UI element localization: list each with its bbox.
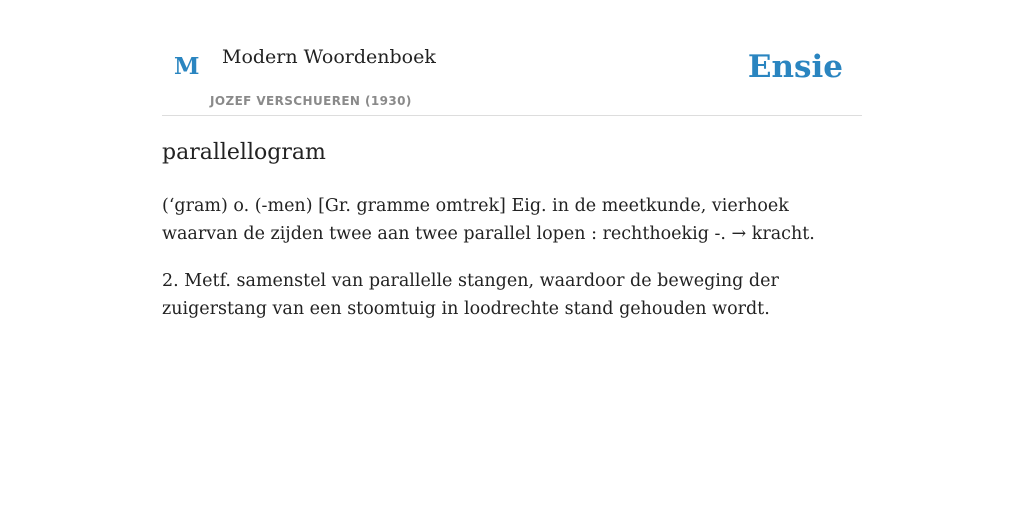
book-author: JOZEF VERSCHUEREN (1930) (210, 94, 412, 108)
definition-text: (‘gram) o. (-men) [Gr. gramme omtrek] Eig. in de meetkunde, vierhoek waarvan de zijden twee aan twee parallel lopen : rechthoekig -. → kracht. (162, 196, 815, 244)
book-logo[interactable]: M (174, 53, 200, 80)
ensie-logo[interactable]: Ensie (747, 49, 843, 85)
page (162, 0, 862, 319)
source-header (162, 0, 862, 116)
entry-title: parallellogram (162, 140, 326, 165)
book-title-link[interactable]: Modern Woordenboek (222, 46, 436, 68)
definition-text: 2. Metf. samenstel van parallelle stangen, waardoor de beweging der zuigerstang van een stoomtuig in loodrechte stand gehouden wordt. (162, 271, 779, 319)
